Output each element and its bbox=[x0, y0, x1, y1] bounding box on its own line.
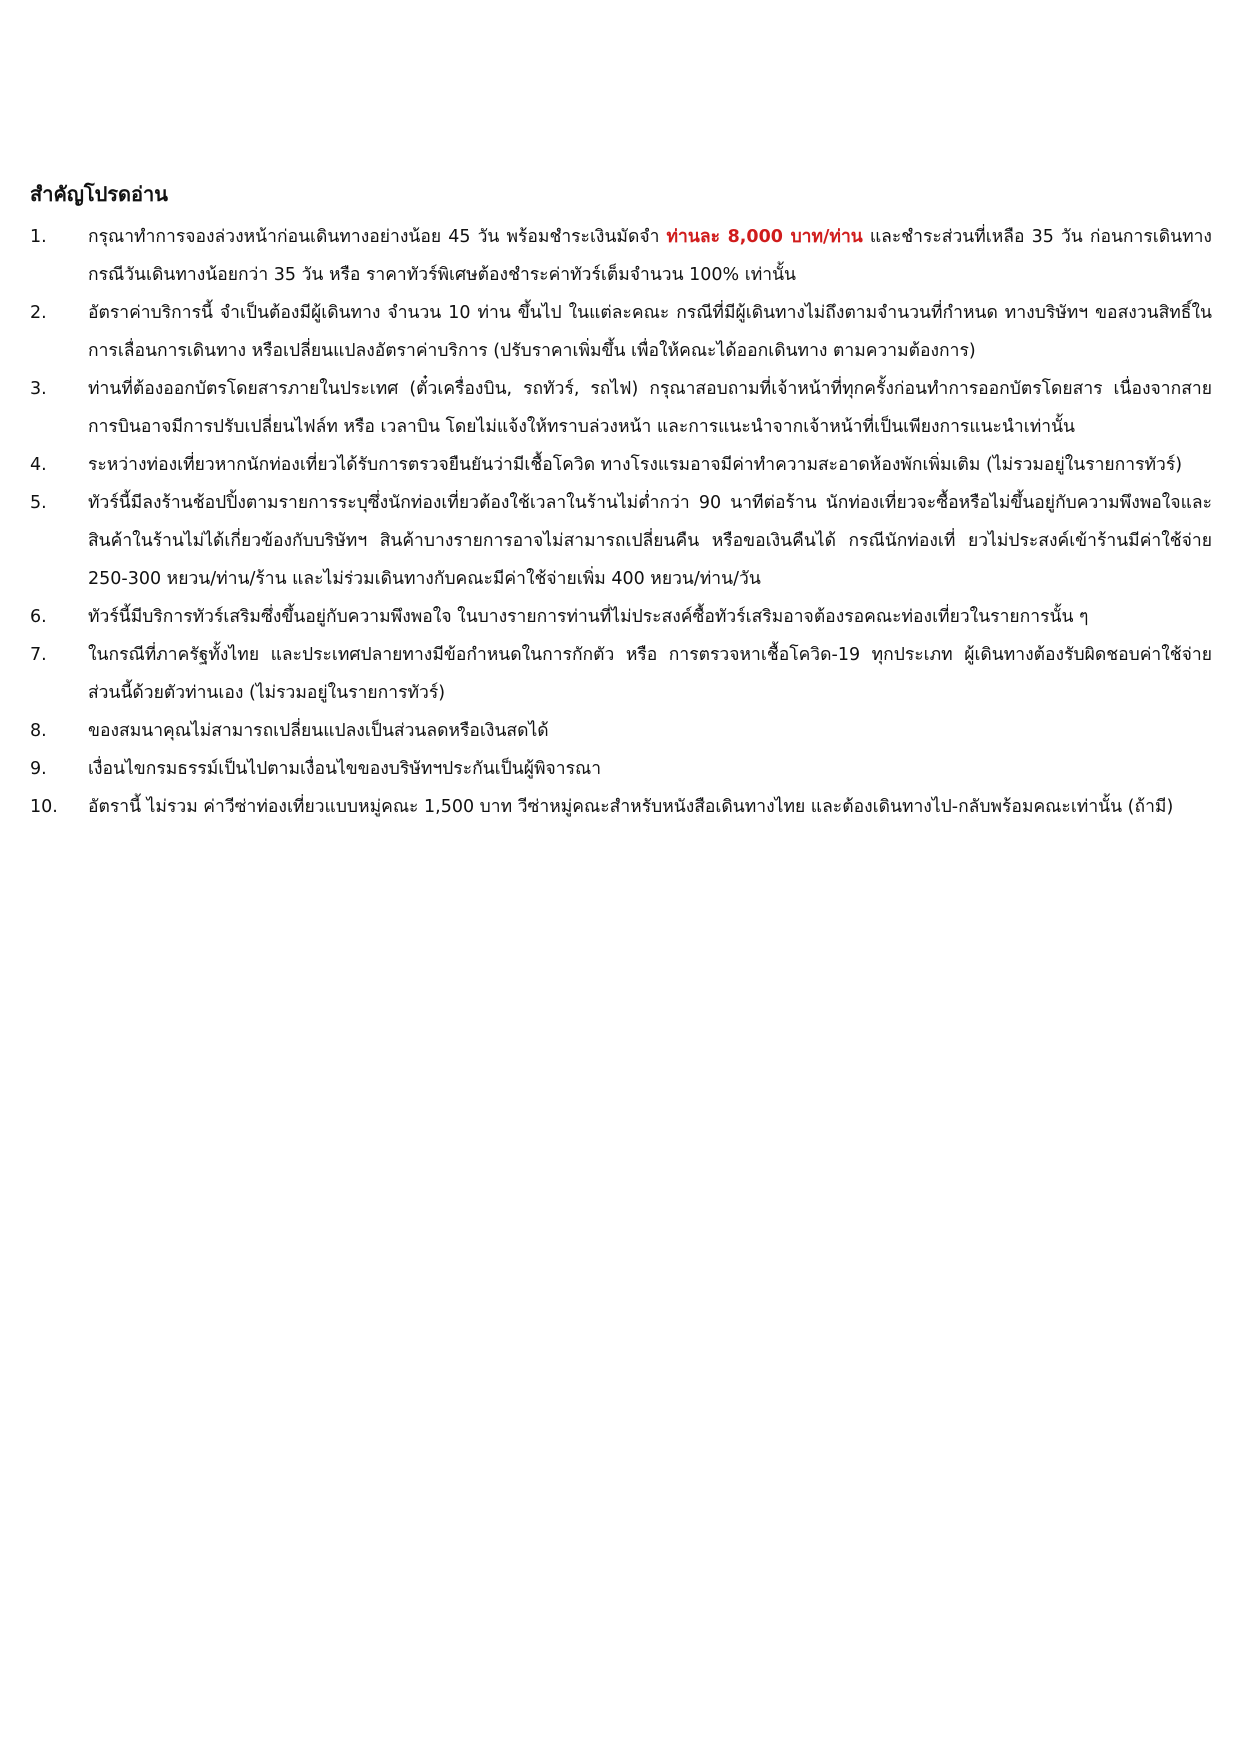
note-item-6 bbox=[30, 598, 1212, 636]
note-item-7 bbox=[30, 636, 1212, 712]
note-text: ของสมนาคุณไม่สามารถเปลี่ยนแปลงเป็นส่วนลดหรือเงินสดได้ bbox=[88, 721, 549, 741]
note-number: 3. bbox=[30, 379, 47, 399]
note-item-9 bbox=[30, 750, 1212, 788]
note-number: 10. bbox=[30, 797, 58, 817]
note-item-3 bbox=[30, 370, 1212, 446]
note-text: ระหว่างท่องเที่ยวหากนักท่องเที่ยวได้รับการตรวจยืนยันว่ามีเชื้อโควิด ทางโรงแรมอาจมีค่าทำความสะอาดห้องพักเพิ่มเติม (ไม่รวมอยู่ในรายการทัวร์) bbox=[88, 455, 1183, 475]
note-text-before: กรุณาทำการจองล่วงหน้าก่อนเดินทางอย่างน้อย 45 วัน พร้อมชำระเงินมัดจำ bbox=[88, 227, 667, 247]
note-item-5 bbox=[30, 484, 1212, 598]
note-number: 6. bbox=[30, 607, 47, 627]
note-item-4 bbox=[30, 446, 1212, 484]
deposit-highlight: ท่านละ 8,000 บาท/ท่าน bbox=[666, 227, 863, 247]
note-text: อัตราค่าบริการนี้ จำเป็นต้องมีผู้เดินทาง จำนวน 10 ท่าน ขึ้นไป ในแต่ละคณะ กรณีที่มีผู้เดินทางไม่ถึงตามจำนวนที่กำหนด ทางบริษัทฯ ขอสงวนสิทธิ์ในการเลื่อนการเดินทาง หรือเปลี่ยนแปลงอัตราค่าบริการ (ปรับราคาเพิ่มขึ้น เพื่อให้คณะได้ออกเดินทาง ตามความต้องการ) bbox=[88, 303, 1212, 361]
note-text bbox=[88, 218, 1212, 294]
note-number: 4. bbox=[30, 455, 47, 475]
note-number: 8. bbox=[30, 721, 47, 741]
note-text: อัตรานี้ ไม่รวม ค่าวีซ่าท่องเที่ยวแบบหมู่คณะ 1,500 บาท วีซ่าหมู่คณะสำหรับหนังสือเดินทางไทย และต้องเดินทางไป-กลับพร้อมคณะเท่านั้น (ถ้ามี) bbox=[88, 797, 1174, 817]
note-text-after: และชำระส่วนที่เหลือ 35 วัน ก่อนการเดินทาง กรณีวันเดินทางน้อยกว่า 35 วัน หรือ ราคาทัวร์พิเศษต้องชำระค่าทัวร์เต็มจำนวน 100% เท่านั้น bbox=[88, 227, 1212, 285]
page-heading: สำคัญโปรดอ่าน bbox=[30, 182, 168, 206]
notes-list bbox=[30, 218, 1212, 826]
note-number: 1. bbox=[30, 227, 47, 247]
note-number: 5. bbox=[30, 493, 47, 513]
note-text: เงื่อนไขกรมธรรม์เป็นไปตามเงื่อนไขของบริษัทฯประกันเป็นผู้พิจารณา bbox=[88, 759, 602, 779]
note-item-10 bbox=[30, 788, 1212, 826]
note-item-1 bbox=[30, 218, 1212, 294]
note-number: 2. bbox=[30, 303, 47, 323]
note-number: 7. bbox=[30, 645, 47, 665]
note-item-8 bbox=[30, 712, 1212, 750]
note-number: 9. bbox=[30, 759, 47, 779]
note-text: ท่านที่ต้องออกบัตรโดยสารภายในประเทศ (ตั๋วเครื่องบิน, รถทัวร์, รถไฟ) กรุณาสอบถามที่เจ้าหน้าที่ทุกครั้งก่อนทำการออกบัตรโดยสาร เนื่องจากสายการบินอาจมีการปรับเปลี่ยนไฟล์ท หรือ เวลาบิน โดยไม่แจ้งให้ทราบล่วงหน้า และการแนะนำจากเจ้าหน้าที่เป็นเพียงการแนะนำเท่านั้น bbox=[88, 379, 1212, 437]
note-text: ในกรณีที่ภาครัฐทั้งไทย และประเทศปลายทางมีข้อกำหนดในการกักตัว หรือ การตรวจหาเชื้อโควิด-19 ทุกประเภท ผู้เดินทางต้องรับผิดชอบค่าใช้จ่ายส่วนนี้ด้วยตัวท่านเอง (ไม่รวมอยู่ในรายการทัวร์) bbox=[88, 645, 1212, 703]
note-text: ทัวร์นี้มีบริการทัวร์เสริมซึ่งขึ้นอยู่กับความพึงพอใจ ในบางรายการท่านที่ไม่ประสงค์ซื้อทัวร์เสริมอาจต้องรอคณะท่องเที่ยวในรายการนั้น ๆ bbox=[88, 607, 1089, 627]
document-page bbox=[30, 180, 1212, 826]
note-item-2 bbox=[30, 294, 1212, 370]
note-text: ทัวร์นี้มีลงร้านช้อปปิ้งตามรายการระบุซึ่งนักท่องเที่ยวต้องใช้เวลาในร้านไม่ต่ำกว่า 90 นาทีต่อร้าน นักท่องเที่ยวจะซื้อหรือไม่ขึ้นอยู่กับความพึงพอใจและสินค้าในร้านไม่ได้เกี่ยวข้องกับบริษัทฯ สินค้าบางรายการอาจไม่สามารถเปลี่ยนคืน หรือขอเงินคืนได้ กรณีนักท่องเที่ ยวไม่ประสงค์เข้าร้านมีค่าใช้จ่าย 250-300 หยวน/ท่าน/ร้าน และไม่ร่วมเดินทางกับคณะมีค่าใช้จ่ายเพิ่ม 400 หยวน/ท่าน/วัน bbox=[88, 493, 1212, 589]
